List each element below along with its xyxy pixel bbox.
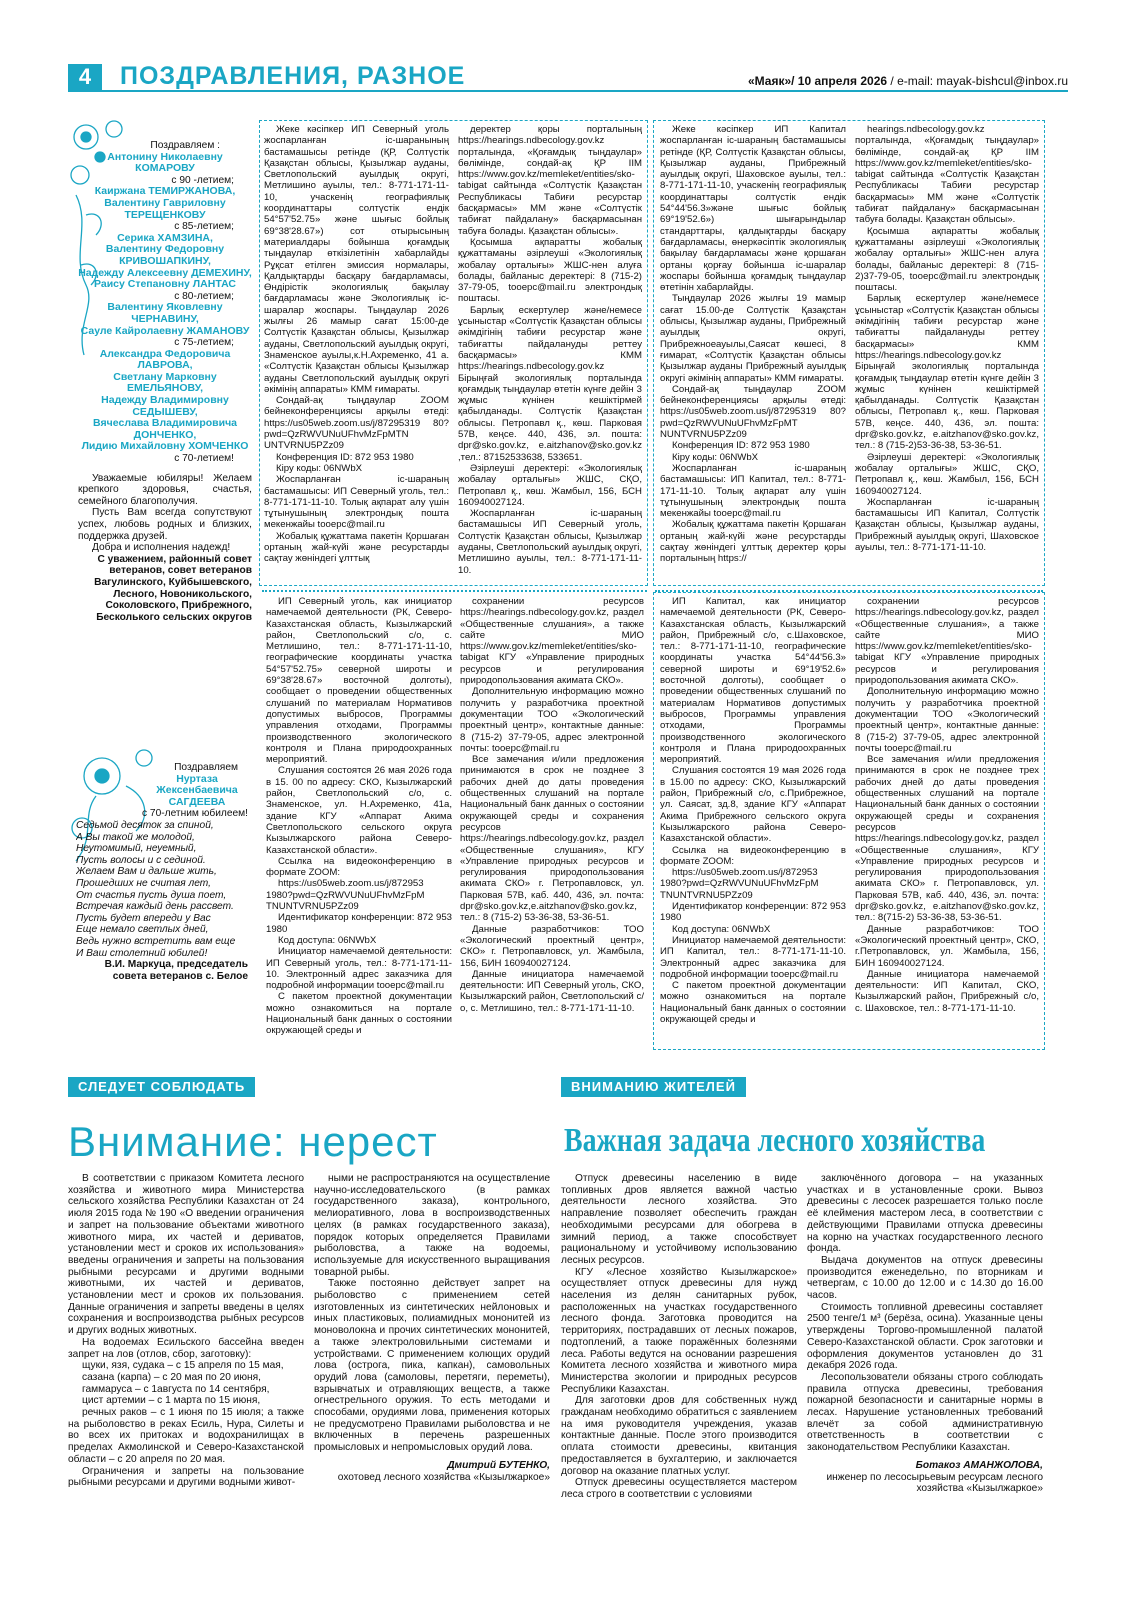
paragraph: Сондай-ақ тыңдаулар ZOOM бейнеконференциясы арқылы өтеді: https://us05web.zoom.us/j/87295319 80?pwd=QzRWVUNuUFhvMzFpMTN UNTVRNU5PZz09 (264, 395, 449, 452)
paragraph: Жоспарланған іс-шараның бастамашысы: ИП Капитал, тел.: 8-771-171-11-10. Толық ақпарат алу үшін тұтынушының электрондық пошта мекенжайы tooepc@mail.ru (660, 462, 846, 520)
article-1-col-1 (68, 1173, 304, 1545)
paragraph: Барлық ескертулер және/немесе ұсыныстар «Солтүстік Қазақстан облысы әкімдігінің табиғи ресурстар және табиғатты пайдалануды реттеу басқармасы» КММ https://hearings.ndbecology.gov.kz Бірыңғай экологиялық порталында қоғамдық тыңдаулар өтетін күнге дейін 3 жұмыс күнінен кешіктірмей қабылданады. Солтүстік Қазақстан облысы. Петропавл қ., көш. Парковая 57В, кеңсе. 440, 436, эл. пошта: dpr@sko.gov.kz, e.aitzhanov@sko.gov.kz ,тел.: 87152533638, 533651. (458, 304, 642, 463)
paragraph: Лесопользователи обязаны строго соблюдать правила отпуска древесины, требования пожарной безопасности и санитарные нормы в лесах. Нарушение установленных требований влечёт за собой административную ответственность в соответствии с законодательством Республики Казахстан. (807, 1371, 1043, 1454)
congrats-block-2 (76, 762, 248, 1052)
paragraph: Все замечания и/или предложения принимаются в срок не позднее 3 рабочих дней до даты проведения общественных слушаний на портале Национальный банк данных о состоянии окружающей среды и сохранения ресурсов https://hearings.ndbecology.gov.kz, раздел «Общественные слушания», КГУ «Управление природных ресурсов и регулирования природопользования акимата СКО» г. Петропавловск, ул. Парковая 57В, каб. 440, 436, эл. почта: dpr@sko.gov.kz,e.aitzhanov@sko.gov.kz, тел.: 8 (715-2) 53-36-38, 53-36-51. (460, 754, 644, 924)
paragraph: Әзірлеуші деректері: «Экологиялық жобалау орталығы» ЖШС, СҚО, Петропавл қ., көш. Жамбыл, 156, БСН 160940027124. (458, 462, 642, 508)
paragraph: ИП Северный уголь, как инициатор намечаемой деятельности (РК, Северо-Казахстанская область, Кызылжарский район, Светлопольский с/о, с. Метлишино, тел.: 8-771-171-11-10, географические координаты участка 54°57'52.75» северной широты и 69°38'28.67» восточной долготы), сообщает о проведении общественных слушаний по материалам Нормативов допустимых выбросов, Программы управления отходами, Программы производственного экологического контроля и Плана природоохранных мероприятий. (266, 596, 452, 766)
paragraph: Идентификатор конференции: 872 953 1980 (266, 912, 452, 935)
jubilee-age: с 70-летним юбилеем! (141, 808, 248, 820)
paragraph: Также постоянно действует запрет на рыболовство с применением сетей изготовленных из синтетических нейлоновых и иных пластиковых, полиамидных мононитей из моноволокна и прочих синтетических мононитей, а также электроловильными системами и устройствами. С применением колющих орудий лова (острога, пика, капкан), самовольных орудий лова (самоловы, перетяги, переметы), взрывчатых и отравляющих веществ, а также огнестрельного оружия. То есть методами и способами, орудиями лова, применения которых не предусмотрено Правилами рыболовства и не включенных в перечень разрешенных промысловых и непромысловых орудий лова. (314, 1278, 550, 1454)
paragraph: В соответствии с приказом Комитета лесного хозяйства и животного мира Министерства сельского хозяйства Республики Казахстан от 24 июля 2015 года № 190 «О введении ограничения и запрет на пользование объектами животного животного мира, их частей и дериватов, установлении мест и сроков их использования» введены ограничения и запреты на пользования рыбными ресурсами и другими водными животными, их частей и дериватов, установлении мест и сроков их пользования. Данные ограничения и запреты введены в целях сохранения и воспроизводства рыбных ресурсов и других водных животных. (68, 1173, 304, 1337)
paragraph: Идентификатор конференции: 872 953 1980 (660, 901, 846, 924)
paragraph: Жоспарланған іс-шараның бастамашысы ИП Северный уголь, Солтүстік Қазақстан облысы, Қызылжар ауданы, Светлопольский ауылдық округі, Метлишино ауылы, тел.: 8-771-171-11-10. (458, 508, 642, 576)
paragraph: гаммаруса – с 1августа по 14 сентября, (82, 1383, 270, 1395)
paragraph: Слушания состоятся 19 мая 2026 года в 15.00 по адресу: СКО, Кызылжарский район, Прибрежный с/о, с.Прибрежное, ул. Саясат, зд.8, здание КГУ «Аппарат Акима Прибрежного сельского округа Кызылжарского района Северо-Казахстанской области». (660, 765, 846, 845)
poem-line: Неутомимый, неуемный, (76, 843, 197, 855)
paragraph: https://us05web.zoom.us/j/872953 1980?pwd=QzRWVUNuUFhvMzFpM TNUNTVRNU5PZz09 (266, 878, 425, 913)
paragraph: цист артемии – с 1 марта по 15 июня, (82, 1395, 261, 1407)
jubilee-age: с 80-летием; (174, 290, 234, 302)
paragraph: Отпуск древесины осуществляется мастером леса строго в соответствии с условиями (561, 1477, 797, 1500)
jubilee-age: с 70-летием! (174, 453, 234, 465)
wish-text: Уважаемые юбиляры! Желаем крепкого здоровья, счастья, семейного благополучия. (78, 472, 252, 507)
jubilee-name: Лидию Михайловну ХОМЧЕНКО (81, 440, 249, 453)
congrats-wishes (78, 473, 252, 554)
poem-line: Желаем Вам и дальше жить, (76, 866, 217, 878)
article-2-tag: ВНИМАНИЮ ЖИТЕЛЕЙ (561, 1077, 746, 1097)
congrats-intro: Поздравляем (174, 762, 238, 773)
congrats-signature: В.И. Маркуца, председатель совета ветеранов с. Белое (104, 959, 248, 982)
notice-ru-2-col-1 (660, 596, 846, 1046)
paragraph: Дополнительную информацию можно получить у разработчика проектной документации ТОО «Экологический проектный центр», контактные данные: 8 (715-2) 37-79-05, адрес электронной почты tooepc@mail.ru (855, 686, 1039, 754)
paragraph: Инициатор намечаемой деятельности: ИП Капитал, тел.: 8-771-171-11-10. Электронный адрес заказчика для подробной информации tooepc@mail.ru (660, 934, 846, 980)
poem-line: И Ваш столетний юбилей! (76, 947, 208, 959)
paragraph: ИП Капитал, как инициатор намечаемой деятельности (РК, Северо-Казахстанская область, Кызылжарский район, Прибрежный с/о, с.Шаховское, тел.: 8-771-171-11-10, географические координаты участка 54°44'56.3» северной широты и 69°19'52.6» восточной долготы), сообщает о проведении общественных слушаний по материалам Нормативов допустимых выбросов, Программы управления отходами, Программы производственного экологического контроля и Плана природоохранных мероприятий. (660, 596, 846, 766)
poem-line: Еще немало светлых дней, (76, 924, 209, 936)
notice-ru-2-col-2 (855, 596, 1039, 1046)
jubilee-name: Серика ХАМЗИНА, (117, 231, 213, 244)
notice-kz-2-col-2 (855, 124, 1039, 582)
paragraph: hearings.ndbecology.gov.kz порталында, «Қоғамдық тыңдаулар» бөлімінде, сондай-ақ ҚР IIM https://www.gov.kz/memleket/entities/sko-tabigat сайтында «Солтүстік Қазақстан Республикасы Табиғи ресурстар басқармасы» ММ және «Солтүстік табиғат пайдалану» басқармасынан табуға болады. Қазақстан облысы». (855, 124, 1039, 226)
paragraph: Жеке кәсіпкер ИП Капитал жоспарланған іс-шараның бастамашысы ретінде (ҚР, Солтүстік Қазақстан облысы, Қызылжар ауданы, Прибрежный ауылдық округі, Шаховское ауылы, тел.: 8-771-171-11-10, учаскенің географиялық координаттары солтүстік ендік 54°44'56.3»және шығыс бойлық 69°19'52.6») шығарындылар стандарттары, қалдықтарды басқару бағдарламасы, өнеркәсіптік экологиялық бақылау бағдарламасы және қоршаған ортаны қорғау бойынша іс-шаралар жоспары бойынша қоғамдық тыңдаулар өтетінін хабарлайды. (660, 124, 846, 294)
congrats-signature: С уважением, районный совет ветеранов, совет ветеранов Вагулинского, Куйбышевского, Лесного, Новоникольского, Соколовского, Прибрежного, Бесколького сельских округов (94, 553, 252, 623)
paragraph: На водоемах Есильского бассейна введен запрет на лов (отлов, сбор, заготовку): (68, 1336, 304, 1360)
paragraph: Конференция ID: 872 953 1980 (672, 440, 810, 452)
paragraph: Жоспарланған іс-шараның бастамашысы ИП Капитал, Солтүстік Қазақстан облысы, Қызылжар ауданы, Прибрежный ауылдық округі, Шаховское ауылы, тел.: 8-771-171-11-10. (855, 496, 1039, 553)
paragraph: Әзірлеуші деректері: «Экологиялық жобалау орталығы» ЖШС, СҚО, Петропавл қ., көш. Жамбыл, 156, БСН 160940027124. (855, 451, 1039, 497)
paragraph: Данные разработчиков: ТОО «Экологический проектный центр», СКО» г. Петропавловск, ул. Жамбыла, 156, БИН 160940027124. (460, 923, 644, 969)
notice-ru-1-col-2 (460, 596, 644, 1048)
paragraph: С пакетом проектной документации можно ознакомиться на портале Национальный банк данных о состоянии окружающей среды и (660, 980, 846, 1025)
jubilee-age: с 85-летием; (174, 221, 234, 233)
article-1-title: Внимание: нерест (68, 1118, 438, 1165)
paragraph: щуки, язя, судака – с 15 апреля по 15 мая, (82, 1360, 284, 1372)
paragraph: Кіру коды: 06NWbX (672, 451, 759, 463)
article-2-author: Ботакоз АМАНЖОЛОВА, (915, 1459, 1043, 1471)
poem-line: Ведь нужно встретить вам еще (76, 935, 236, 947)
jubilee-name: Валентину Яковлевну ЧЕРНАВИНУ, (107, 301, 223, 325)
paragraph: Ограничения и запреты на пользование рыбными ресурсами и другими водными живот- (68, 1465, 304, 1489)
jubilee-name: Нуртаза Жексенбаевича САГДЕЕВА (156, 772, 238, 808)
paragraph: Жобалық құжаттама пакетін Қоршаған ортаның жай-күйі және ресурстарды сақтау жөніндегі ұлттық деректер қоры порталының https:// (660, 519, 846, 565)
poem-line: Седьмой десяток за спиной, (76, 819, 214, 831)
paragraph: КГУ «Лесное хозяйство Кызылжарское» осуществляет отпуск древесины для нужд населения из делян санитарных рубок, расположенных на участках государственного лесного фонда. Заготовка проводится на территориях, пострадавших от лесных пожаров, подтоплений, а также поражённых болезнями леса. Работы ведутся на основании разрешения Комитета лесного хозяйства и животного мира Министерства экологии и природных ресурсов Республики Казахстан. (561, 1266, 797, 1395)
poem-line: А Вы такой же молодой, (76, 831, 195, 843)
paragraph: Для заготовки дров для собственных нужд гражданам необходимо обратиться с заявлением на имя руководителя учреждения, указав контактные данные. После этого производится оплата стоимости древесины, квитанция предоставляется в бухгалтерию, и заключается договор на оказание платных услуг. (561, 1395, 797, 1477)
jubilee-name: Надежду Владимировну СЕДЫШЕВУ, (101, 394, 229, 418)
poem-line: Встречая каждый день рассвет. (76, 901, 234, 913)
poem-line: Пусть волосы и с сединой. (76, 854, 206, 866)
article-1-author-role: охотовед лесного хозяйства «Кызылжаркое» (337, 1471, 550, 1483)
congrats-list (78, 152, 252, 465)
notice-kz-2-col-1 (660, 124, 846, 582)
paragraph: Стоимость топливной древесины составляет 2500 тенге/1 м³ (берёза, осина). Указанные цены утверждены Торгово-промышленной палатой Северо-Казахстанской области. Срок заготовки и оформления документов установлен до 31 декабря 2026 года. (807, 1301, 1043, 1372)
paragraph: Слушания состоятся 26 мая 2026 года в 15. 00 по адресу: СКО, Кызылжарский район, Светлопольский с/о, с. Знаменское, ул. Н.Ахременко, 41а, здание КГУ «Аппарат Акима Светлопольского сельского округа Кызылжарского района Северо-Казахстанской области». (266, 765, 452, 856)
paragraph: Жеке кәсіпкер ИП Северный уголь жоспарланған іс-шаранының бастамашысы ретінде (ҚР, Солтүстік Қазақстан облысы, Қызылжар ауданы, Светлопольский ауылдық округі, Метлишино ауылы, тел.: 8-771-171-11-10, учаскенің географиялық координаттары солтүстік ендік 54°57'52.75» және шығыс бойлық 69°38'28.67») сот отырысының материалдары бойынша қоғамдық тыңдаулар өткізілетінін хабарлайды Рұқсат етілген эмиссия нормалары, Қалдықтарды басқару бағдарламасы, Өндірістік экологиялық бақылау бағдарламасы және Экологиялық іс-шаралар жоспары. Тыңдаулар 2026 жылғы 26 мамыр сағат 15:00-де Солтүстік Қазақстан облысы, Қызылжар ауданы, Светлопольский ауылдық округі, Знаменское ауылы,к.Н.Ахременко, 41 а. «Солтүстік Қазақстан облысы Қызылжар ауданы Светлопольский ауылдық округі әкімінің аппараты» КММ ғимараты. (264, 124, 449, 395)
article-2-col-1 (561, 1173, 797, 1545)
article-2-title: Важная задача лесного хозяйства (564, 1122, 986, 1159)
paragraph: Ссылка на видеоконференцию в формате ZOOM: (266, 855, 452, 879)
article-2-byline (807, 1460, 1043, 1495)
paragraph: деректер қоры порталының https://hearings.ndbecology.gov.kz порталында, «Қоғамдық тыңдаулар» бөлімінде, сондай-ақ ҚР IIM https://www.gov.kz/memleket/entities/sko-tabigat сайтында «Солтүстік Қазақстан Республикасы Табиғи ресурстар басқармасы» ММ және «Солтүстік табиғат пайдалану» басқармасынан табуға болады. Қазақстан облысы». (458, 124, 642, 237)
paragraph: Қосымша ақпаратты жобалық құжаттаманы әзірлеуші «Экологиялық жобалау орталығы» ЖШС-нен алуға болады, байланыс деректері: 8 (715-2) 37-79-05, tooepc@mail.ru электрондық поштасы. (458, 236, 642, 305)
paragraph: Сондай-ақ тыңдаулар ZOOM бейнеконференциясы арқылы өтеді: https://us05web.zoom.us/j/87295319 80?pwd=QzRWVUNuUFhvMzFpMT NUNTVRNU5PZz09 (660, 383, 846, 441)
paragraph: Дополнительную информацию можно получить у разработчика проектной документации ТОО «Экологический проектный центр», контактные данные: 8 (715-2) 37-79-05, адрес электронной почты: tooepc@mail.ru (460, 686, 644, 754)
notice-kz-1-col-2 (458, 124, 642, 582)
paragraph: заключённого договора – на указанных участках и в установленные сроки. Вывоз древесины с лесосек разрешается только после её клеймения мастером леса, в соответствии с действующими Правилами отпуска древесины на корню на участках государственного лесного фонда. (807, 1173, 1043, 1255)
congrats-intro: Поздравляем : (150, 140, 220, 151)
paragraph: Отпуск древесины населению в виде топливных дров является важной частью деятельности лесного хозяйства. Это направление позволяет обеспечить граждан необходимыми ресурсами для обогрева в зимний период, а также способствует рациональному и устойчивому использованию лесных ресурсов. (561, 1173, 797, 1266)
jubilee-name: Валентину Гавриловну ТЕРЕЩЕНКОВУ (104, 196, 226, 221)
poem-line: От счастья пусть душа поет, (76, 889, 227, 901)
article-2-author-role: инженер по лесосырьевым ресурсам лесного хозяйства «Кызылжаркое» (826, 1471, 1043, 1495)
jubilee-name: Сауле Кайролаевну ЖАМАНОВУ (80, 324, 250, 337)
paragraph: Данные инициатора намечаемой деятельности: ИП Северный уголь, СКО, Кызылжарский район, Светлопольский с/о, с. Метлишино, тел.: 8-771-171-11-10. (460, 968, 644, 1014)
jubilee-name: Каиржана ТЕМИРЖАНОВА, (94, 185, 236, 198)
issue-info (748, 74, 1068, 88)
jubilee-age: с 75-летием; (174, 337, 234, 349)
page-number: 4 (68, 64, 102, 90)
jubilee-name: Вячеслава Владимировича ДОНЧЕНКО, (92, 417, 238, 441)
paragraph: Кіру коды: 06NWbX (276, 462, 363, 474)
article-1-author: Дмитрий БУТЕНКО, (447, 1459, 550, 1471)
paragraph: С пакетом проектной документации можно ознакомиться на портале Национальный банк данных о состоянии окружающей среды и (266, 991, 452, 1037)
paragraph: Конференция ID: 872 953 1980 (276, 451, 414, 463)
paragraph: Все замечания и/или предложения принимаются в срок не позднее трех рабочих дней до даты проведения общественных слушаний на портале Национальный банк данных о состоянии окружающей среды и сохранения ресурсов https://hearings.ndbecology.gov.kz, раздел «Общественные слушания», КГУ «Управление природных ресурсов и регулирования природопользования акимата СКО» г. Петропавловск, ул. Парковая 57В, каб. 440, 436, эл. почта: dpr@sko.gov.kz, e.aitzhanov@sko.gov.kz, тел.: 8(715-2) 53-36-38, 53-36-51. (855, 754, 1039, 924)
jubilee-name: Светлану Марковну ЕМЕЛЬЯНОВУ, (113, 370, 217, 395)
paragraph: Код доступа: 06NWbX (278, 934, 377, 946)
paragraph: Барлық ескертулер және/немесе ұсыныстар «Солтүстік Қазақстан облысы әкімдігінің табиғи ресурстар және табиғатты пайдалануды реттеу басқармасы» КММ https://hearings.ndbecology.gov.kz Бірыңғай экологиялық порталында қоғамдық тыңдаулар өтетін күнге дейін 3 жұмыс күнінен кешіктірмей қабылданады. Солтүстік Қазақстан облысы, Петропавл қ., көш. Парковая 57В, кеңсе. 440, 436, эл. пошта: dpr@sko.gov.kz, e.aitzhanov@sko.gov.kz, тел.: 8 (715-2)53-36-38, 53-36-51. (855, 293, 1039, 452)
paragraph: Данные разработчиков: ТОО «Экологический проектный центр», СКО, г.Петропавловск, ул. Жамбыла, 156, БИН 160940027124. (855, 923, 1039, 969)
paragraph: Данные инициатора намечаемой деятельности: ИП Капитал, СКО, Кызылжарский район, Прибрежный с/о, с. Шаховское, тел.: 8-771-171-11-10. (855, 968, 1039, 1014)
jubilee-name: Александра Федоровича ЛАВРОВА, (99, 347, 231, 372)
jubilee-name: Антонину Николаевну КОМАРОВУ (107, 150, 223, 175)
wish-text: Пусть Вам всегда сопутствуют успех, любовь родных и близких, поддержка друзей. (78, 507, 252, 542)
congrats-poem (76, 820, 248, 959)
paragraph: ными не распространяются на осуществление научно-исследовательского (в рамках государственного заказа), контрольного, мелиоративного, лова в воспроизводственных целях (в рамках государственного заказа), порядок которых определяется Правилами рыболовства, а также на водоемы, используемые для искусственного выращивания товарной рыбы. (314, 1173, 550, 1278)
article-2-col-2 (807, 1173, 1043, 1454)
article-1-col-2 (314, 1173, 550, 1454)
poem-line: Пусть будет впереди у Вас (76, 912, 211, 924)
section-title: ПОЗДРАВЛЕНИЯ, РАЗНОЕ (120, 62, 466, 90)
article-2-col-2-wrap (807, 1173, 1043, 1545)
paragraph: Код доступа: 06NWbX (672, 923, 771, 935)
paragraph: Тыңдаулар 2026 жылғы 19 мамыр сағат 15.00-де Солтүстік Қазақстан облысы, Қызылжар ауданы, Прибрежный ауылдық округі, Прибрежноеауылы,Саясат көшесі, 8 ғимарат, «Солтүстік Қазақстан облысы Қызылжар ауданы Прибрежный ауылдық округі әкімінің аппараты» КММ ғимараты. (660, 293, 846, 384)
paragraph: Жобалық құжаттама пакетін Қоршаған ортаның жай-күйі және ресурстарды сақтау жөніндегі ұлттық (264, 530, 449, 565)
jubilee-name: Валентину Федоровну КРИВОШАПКИНУ, (105, 243, 225, 267)
paragraph: сохранении ресурсов https://hearings.ndbecology.gov.kz, раздел «Общественные слушания», а также сайте МИО https://www.gov.kz/memleket/entities/sko-tabigat КГУ «Управление природных ресурсов и регулирования природопользования акимата СКО». (855, 596, 1039, 687)
article-1-tag: СЛЕДУЕТ СОБЛЮДАТЬ (68, 1077, 255, 1097)
jubilee-age: с 90 -летием; (171, 174, 234, 186)
notice-ru-1-col-1 (266, 596, 452, 1048)
paragraph: сохранении ресурсов https://hearings.ndbecology.gov.kz, раздел «Общественные слушания», а также сайте МИО https://www.gov.kz/memleket/entities/sko-tabigat КГУ «Управление природных ресурсов и регулирования природопользования акимата СКО». (460, 596, 644, 687)
paragraph: Жоспарланған іс-шараның бастамашысы: ИП Северный уголь, тел.: 8-771-171-11-10. Толық ақпарат алу үшін тұтынушының электрондық пошта мекенжайы tooepc@mail.ru (264, 474, 449, 531)
notice-kz-1-col-1 (264, 124, 449, 582)
congrats-block-1 (78, 140, 252, 728)
issue-date: «Маяк»/ 10 апреля 2026 (747, 74, 888, 88)
paragraph: сазана (карпа) – с 20 мая по 20 июня, (82, 1371, 261, 1383)
paragraph: речных раков – с 1 июня по 15 июля; а также на рыболовство в реках Есиль, Нура, Силеты и во всех их притоках и водохранилищах в пределах Акмолинской и Северо-Казахстанской области – с 20 апреля по 20 мая. (68, 1407, 304, 1465)
poem-line: Прошедших не считая лет, (76, 877, 212, 889)
paragraph: https://us05web.zoom.us/j/872953 1980?pwd=QzRWVUNuUFhvMzFpM TNUNTVRNU5PZz09 (660, 867, 819, 901)
issue-email[interactable]: / e-mail: mayak-bishcul@inbox.ru (887, 74, 1068, 88)
separator (262, 590, 647, 592)
paragraph: Выдача документов на отпуск древесины производится еженедельно, по вторникам и четвергам, с 10.00 до 12.00 и с 14.30 до 16.00 часов. (807, 1254, 1043, 1302)
paragraph: Инициатор намечаемой деятельности: ИП Северный уголь, тел.: 8-771-171-11-10. Электронный адрес заказчика для подробной информации tooepc@mail.ru (266, 946, 452, 992)
article-1-col-2-wrap (314, 1173, 550, 1545)
page-header (68, 64, 1068, 92)
article-1-byline (314, 1460, 550, 1483)
paragraph: Қосымша ақпаратты жобалық құжаттаманы әзірлеуші «Экологиялық жобалау орталығы» ЖШС-нен алуға болады, байланыс деректері: 8 (715-2)37-79-05, tooepc@mail.ru электрондық поштасы. (855, 225, 1039, 294)
paragraph: Ссылка на видеоконференцию в формате ZOOM: (660, 844, 846, 867)
jubilee-name: Надежду Алексеевну ДЕМЕХИНУ, (78, 266, 252, 279)
jubilee-name: Раису Степановну ЛАНТАС (93, 278, 236, 291)
wish-text: Добра и исполнения надежд! (92, 542, 231, 554)
